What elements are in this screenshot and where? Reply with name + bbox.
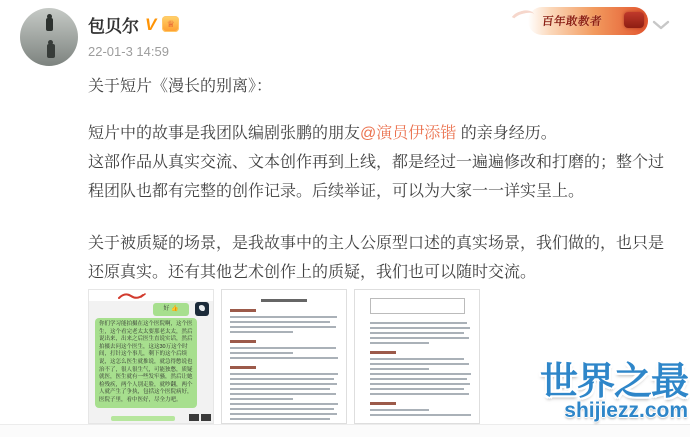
- attached-image-document-2[interactable]: [354, 289, 480, 424]
- page-bottom-strip: [0, 424, 690, 437]
- chat-avatar: [195, 302, 209, 316]
- p1-line2: 这部作品从真实交流、文本创作再到上线，都是经过一遍遍修改和打磨的；整个过程团队也都有完整的创作记录。后续举证，可以为大家一一详实呈上。: [88, 154, 665, 200]
- attached-image-chat-screenshot[interactable]: [88, 289, 214, 424]
- p1-text-after: 的亲身经历。: [456, 125, 557, 142]
- watermark-site-url: shijiezz.com: [564, 399, 688, 423]
- post-title-line: 关于短片《漫长的别离》：: [88, 78, 273, 95]
- p1-text: 短片中的故事是我团队编剧张鹏的朋友: [88, 125, 361, 142]
- chat-message-bubble: 你们学习能拍摄在这个医院啊，这个医生，这个看完老太太要那老太太，然后说出来，出来之后医生直说实话，然后拍摄去问这个医生，这这30万这个时间，打针这个事儿，剩下的这个后续说，这怎么医生就推说，就急得憋说也治不了，很人很生气，可能独憋，质疑就医，医生就有一些发牢骚，然后让她检残疾，两个人别走脸，就吵翻，两个人就产生了争执，包括这个医院病好，医院子里，看中医好，尽全力吧。: [95, 318, 197, 408]
- red-logo-icon: [117, 291, 151, 301]
- mention-link[interactable]: @演员伊添锴: [360, 125, 457, 142]
- attached-images-row: [88, 289, 480, 424]
- chevron-down-icon[interactable]: [652, 20, 670, 30]
- chat-bubble-partial: [111, 416, 175, 421]
- watermark-cn-text: 世界之最: [539, 361, 688, 403]
- banner-building-image: [624, 12, 644, 28]
- attached-image-document-1[interactable]: [221, 289, 347, 424]
- avatar-figure: [47, 44, 55, 58]
- chat-titlebar: [89, 290, 213, 301]
- banner-text: 百年敢教者: [541, 16, 603, 28]
- chat-ui-fragments: [189, 414, 211, 421]
- post-paragraph-1: [88, 119, 666, 206]
- author-name[interactable]: 包贝尔: [88, 16, 139, 36]
- chat-reply-bubble: 好 👍: [153, 303, 189, 316]
- avatar-figure: [46, 18, 53, 31]
- member-crown-icon: ♕: [162, 16, 179, 32]
- post-timestamp: 22-01-3 14:59: [88, 44, 169, 59]
- post-paragraph-2: 关于被质疑的场景，是我故事中的主人公原型口述的真实场景，我们做的，也只是还原真实。还有其他艺术创作上的质疑，我们也可以随时交流。: [88, 235, 665, 281]
- profile-event-banner[interactable]: [528, 7, 648, 35]
- author-row: [88, 13, 179, 35]
- avatar[interactable]: [20, 8, 78, 66]
- site-watermark: [539, 361, 688, 423]
- verified-v-icon: V: [145, 14, 157, 34]
